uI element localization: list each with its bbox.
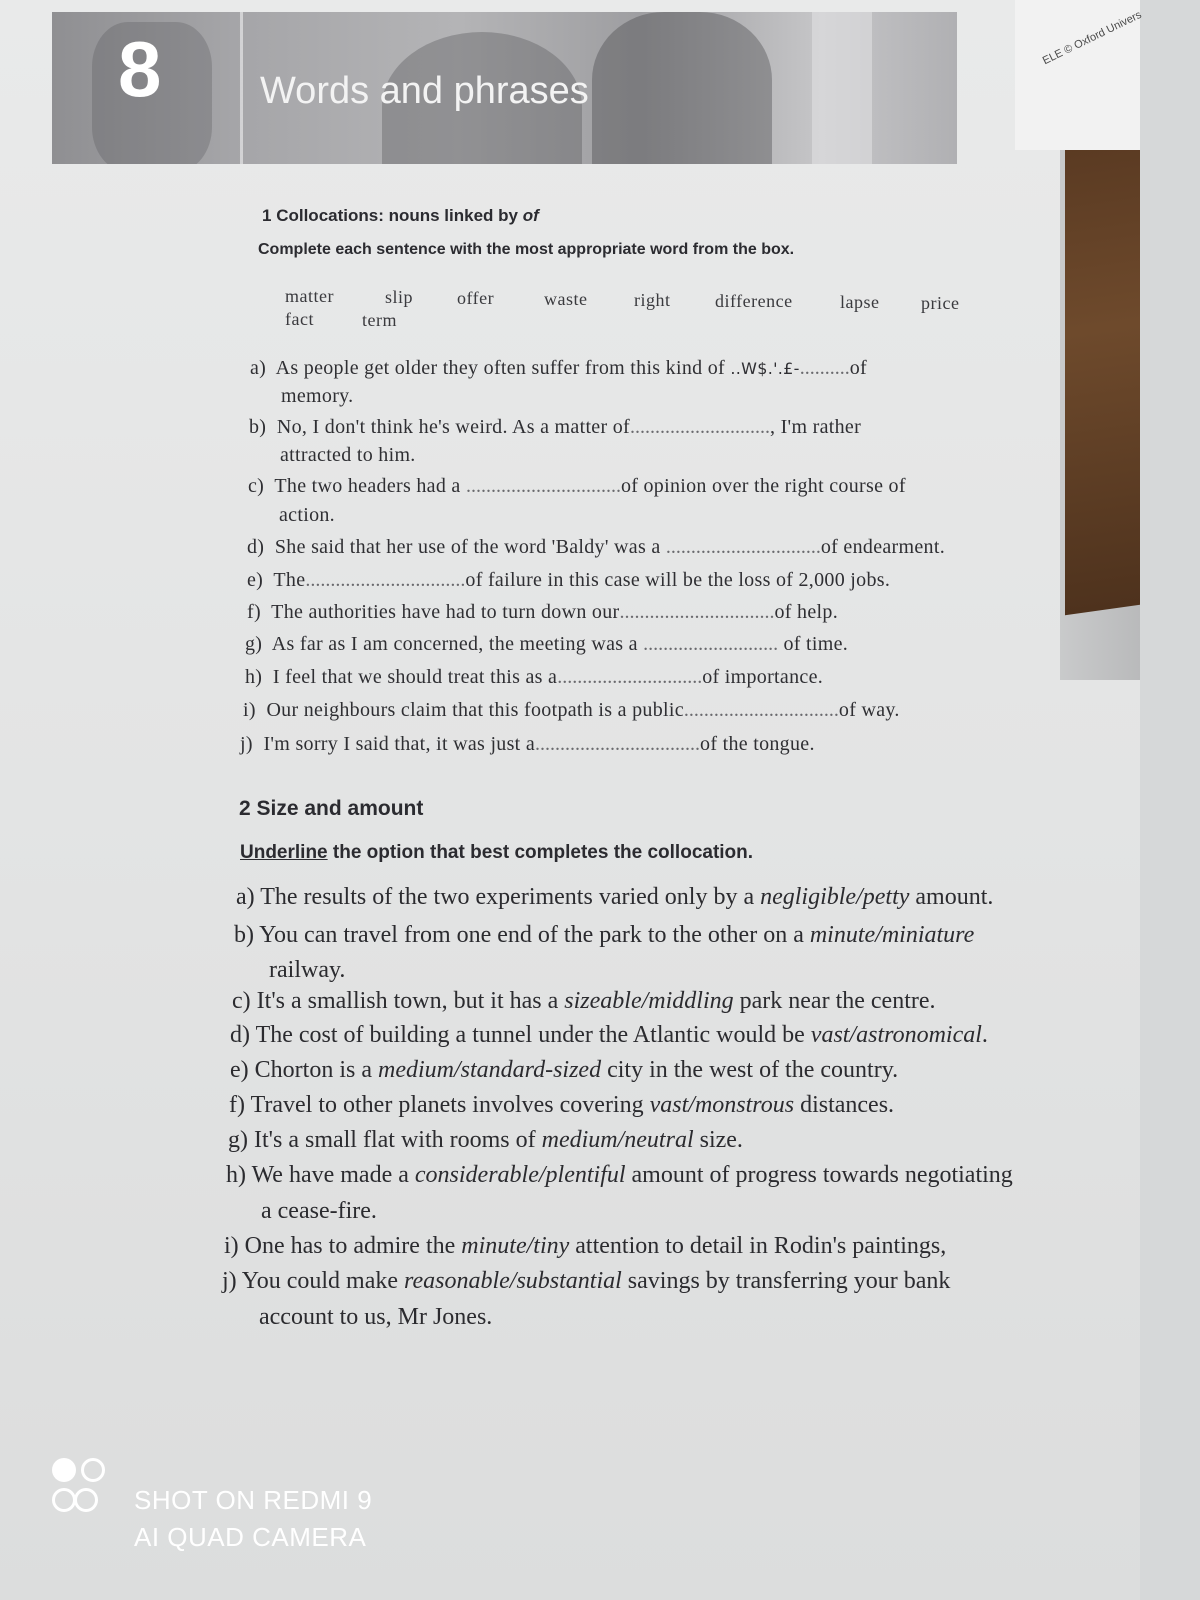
item-text: I feel that we should treat this as a <box>272 666 558 688</box>
section1-title: Collocations: nouns linked by <box>276 206 518 225</box>
item-text: attention to detail in Rodin's paintings, <box>575 1233 947 1259</box>
word-box-item: waste <box>544 289 588 309</box>
item-continuation: a cease-fire. <box>261 1198 377 1224</box>
option-choice[interactable]: minute/miniature <box>809 922 975 948</box>
unit-number: 8 <box>118 25 162 113</box>
item-text: One has to admire the <box>244 1233 456 1259</box>
item-text: The <box>273 569 306 591</box>
section2-item <box>229 1092 894 1119</box>
section1-item <box>250 357 867 380</box>
word-box-item: fact <box>285 309 314 329</box>
word-box-item: slip <box>385 287 414 307</box>
banner-photo-figure <box>592 12 772 164</box>
item-text: amount. <box>915 884 994 910</box>
option-choice[interactable]: medium/neutral <box>541 1127 694 1153</box>
section1-item <box>247 601 838 624</box>
item-letter: c) <box>232 988 251 1014</box>
word-box-item: difference <box>715 291 793 311</box>
item-letter: e) <box>230 1057 249 1083</box>
item-text: savings by transferring your bank <box>627 1268 951 1294</box>
item-letter: e) <box>247 569 264 591</box>
section2-item <box>234 922 974 949</box>
item-text: No, I don't think he's weird. As a matter of <box>276 416 630 438</box>
option-choice[interactable]: vast/astronomical <box>810 1022 982 1048</box>
option-choice[interactable]: sizeable/middling <box>564 988 734 1014</box>
option-choice[interactable]: negligible/petty <box>760 884 910 910</box>
word-box-item: matter <box>285 286 334 306</box>
instruction-text: the option that best completes the collocation. <box>332 842 754 863</box>
word-box-item: lapse <box>840 292 880 312</box>
section2-heading: 2 Size and amount <box>239 797 424 820</box>
item-text: of importance. <box>702 666 824 688</box>
corner-paper <box>1015 0 1144 150</box>
watermark-line1: SHOT ON REDMI 9 <box>134 1485 373 1515</box>
item-continuation: railway. <box>269 957 346 983</box>
section2-item <box>236 884 993 911</box>
item-text: I'm sorry I said that, it was just a <box>263 733 536 755</box>
section1-number: 1 <box>262 206 272 225</box>
item-text: We have made a <box>251 1162 409 1188</box>
item-text: , I'm rather <box>770 416 862 438</box>
item-text: of the tongue. <box>700 733 815 755</box>
item-text: of way. <box>838 699 900 721</box>
section2-item <box>230 1022 988 1049</box>
answer-blank: .......... <box>799 357 850 379</box>
section1-item <box>245 633 848 656</box>
section1-item <box>240 733 815 756</box>
answer-blank: ................................ <box>305 569 466 591</box>
item-letter: c) <box>248 475 265 497</box>
section2-item <box>228 1127 743 1154</box>
answer-blank: ............................... <box>665 536 821 558</box>
item-letter: h) <box>245 666 263 688</box>
item-letter: a) <box>250 357 267 379</box>
item-continuation: memory. <box>281 385 354 407</box>
item-text: As far as I am concerned, the meeting was a <box>271 633 638 655</box>
section2-item <box>224 1233 946 1260</box>
option-choice[interactable]: vast/monstrous <box>649 1092 795 1118</box>
item-continuation: attracted to him. <box>280 444 416 466</box>
instruction-underline-word: Underline <box>240 842 328 863</box>
answer-blank: ............................... <box>683 699 839 721</box>
item-text: As people get older they often suffer from this kind of <box>275 357 726 379</box>
item-letter: d) <box>247 536 265 558</box>
section1-item <box>243 699 900 722</box>
word-box-item: right <box>634 290 671 310</box>
item-letter: f) <box>229 1092 245 1118</box>
section1-item <box>248 475 906 498</box>
item-text: It's a smallish town, but it has a <box>256 988 559 1014</box>
item-text: You can travel from one end of the park to the other on a <box>259 922 804 948</box>
item-text: size. <box>699 1127 743 1153</box>
item-letter: d) <box>230 1022 250 1048</box>
item-letter: j) <box>240 733 253 755</box>
item-text: She said that her use of the word 'Baldy' was a <box>274 536 661 558</box>
item-text: park near the centre. <box>739 988 936 1014</box>
item-text: city in the west of the country. <box>607 1057 899 1083</box>
item-letter: j) <box>222 1268 237 1294</box>
answer-blank: ............................ <box>630 416 770 438</box>
unit-banner <box>52 12 957 164</box>
item-text: Our neighbours claim that this footpath is a public <box>266 699 684 721</box>
item-continuation: account to us, Mr Jones. <box>259 1304 493 1330</box>
section1-item <box>247 569 890 592</box>
option-choice[interactable]: minute/tiny <box>461 1233 570 1259</box>
item-text: of failure in this case will be the loss of 2,000 jobs. <box>465 569 891 591</box>
section2-item <box>226 1162 1013 1189</box>
answer-blank: ............................... <box>619 601 775 623</box>
unit-title: Words and phrases <box>260 70 589 112</box>
item-text: You could make <box>241 1268 399 1294</box>
section2-item <box>222 1268 950 1295</box>
item-text: The two headers had a <box>274 475 461 497</box>
answer-blank: ................................. <box>535 733 701 755</box>
handwritten-answer: ..W$.'.£- <box>730 359 800 378</box>
section1-item <box>245 666 823 689</box>
word-box-item: price <box>921 293 960 313</box>
corner-label: ELE © Oxford Univers <box>1040 8 1144 68</box>
item-text: Chorton is a <box>254 1057 372 1083</box>
item-text: of help. <box>774 601 838 623</box>
watermark-line2: AI QUAD CAMERA <box>134 1522 367 1552</box>
item-text: distances. <box>800 1092 895 1118</box>
option-choice[interactable]: medium/standard-sized <box>377 1057 602 1083</box>
item-text: of opinion over the right course of <box>620 475 906 497</box>
section1-item <box>249 416 861 439</box>
item-text: of endearment. <box>820 536 946 558</box>
camera-logo-icon <box>50 1456 110 1516</box>
item-letter: i) <box>224 1233 239 1259</box>
item-letter: g) <box>228 1127 248 1153</box>
section2-instruction <box>240 842 753 864</box>
item-continuation: action. <box>279 504 335 526</box>
item-text: amount of progress towards negotiating <box>631 1162 1013 1188</box>
section1-title-italic: of <box>522 206 539 225</box>
wooden-desk-edge <box>1065 135 1140 616</box>
item-text: . <box>981 1022 988 1048</box>
item-letter: f) <box>247 601 261 623</box>
item-letter: g) <box>245 633 263 655</box>
answer-blank: ............................... <box>465 475 621 497</box>
section1-item <box>247 536 945 559</box>
item-letter: i) <box>243 699 256 721</box>
item-letter: h) <box>226 1162 246 1188</box>
item-text: The results of the two experiments varied only by a <box>260 884 755 910</box>
item-text: of <box>849 357 867 379</box>
option-choice[interactable]: considerable/plentiful <box>414 1162 626 1188</box>
section2-item <box>232 988 936 1015</box>
option-choice[interactable]: reasonable/substantial <box>404 1268 622 1294</box>
banner-divider <box>240 12 243 164</box>
word-box-item: term <box>362 310 397 330</box>
item-letter: b) <box>249 416 267 438</box>
banner-photo-window <box>812 12 872 164</box>
item-text: The cost of building a tunnel under the Atlantic would be <box>255 1022 805 1048</box>
answer-blank: ............................. <box>557 666 703 688</box>
answer-blank: ........................... <box>643 633 779 655</box>
item-letter: b) <box>234 922 254 948</box>
word-box-item: offer <box>457 288 495 308</box>
section1-instruction: Complete each sentence with the most appropriate word from the box. <box>258 241 795 258</box>
item-text: It's a small flat with rooms of <box>254 1127 536 1153</box>
section1-heading <box>262 206 539 226</box>
item-letter: a) <box>236 884 255 910</box>
section2-item <box>230 1057 898 1084</box>
item-text: Travel to other planets involves covering <box>250 1092 644 1118</box>
item-text: of time. <box>783 633 849 655</box>
item-text: The authorities have had to turn down our <box>271 601 620 623</box>
